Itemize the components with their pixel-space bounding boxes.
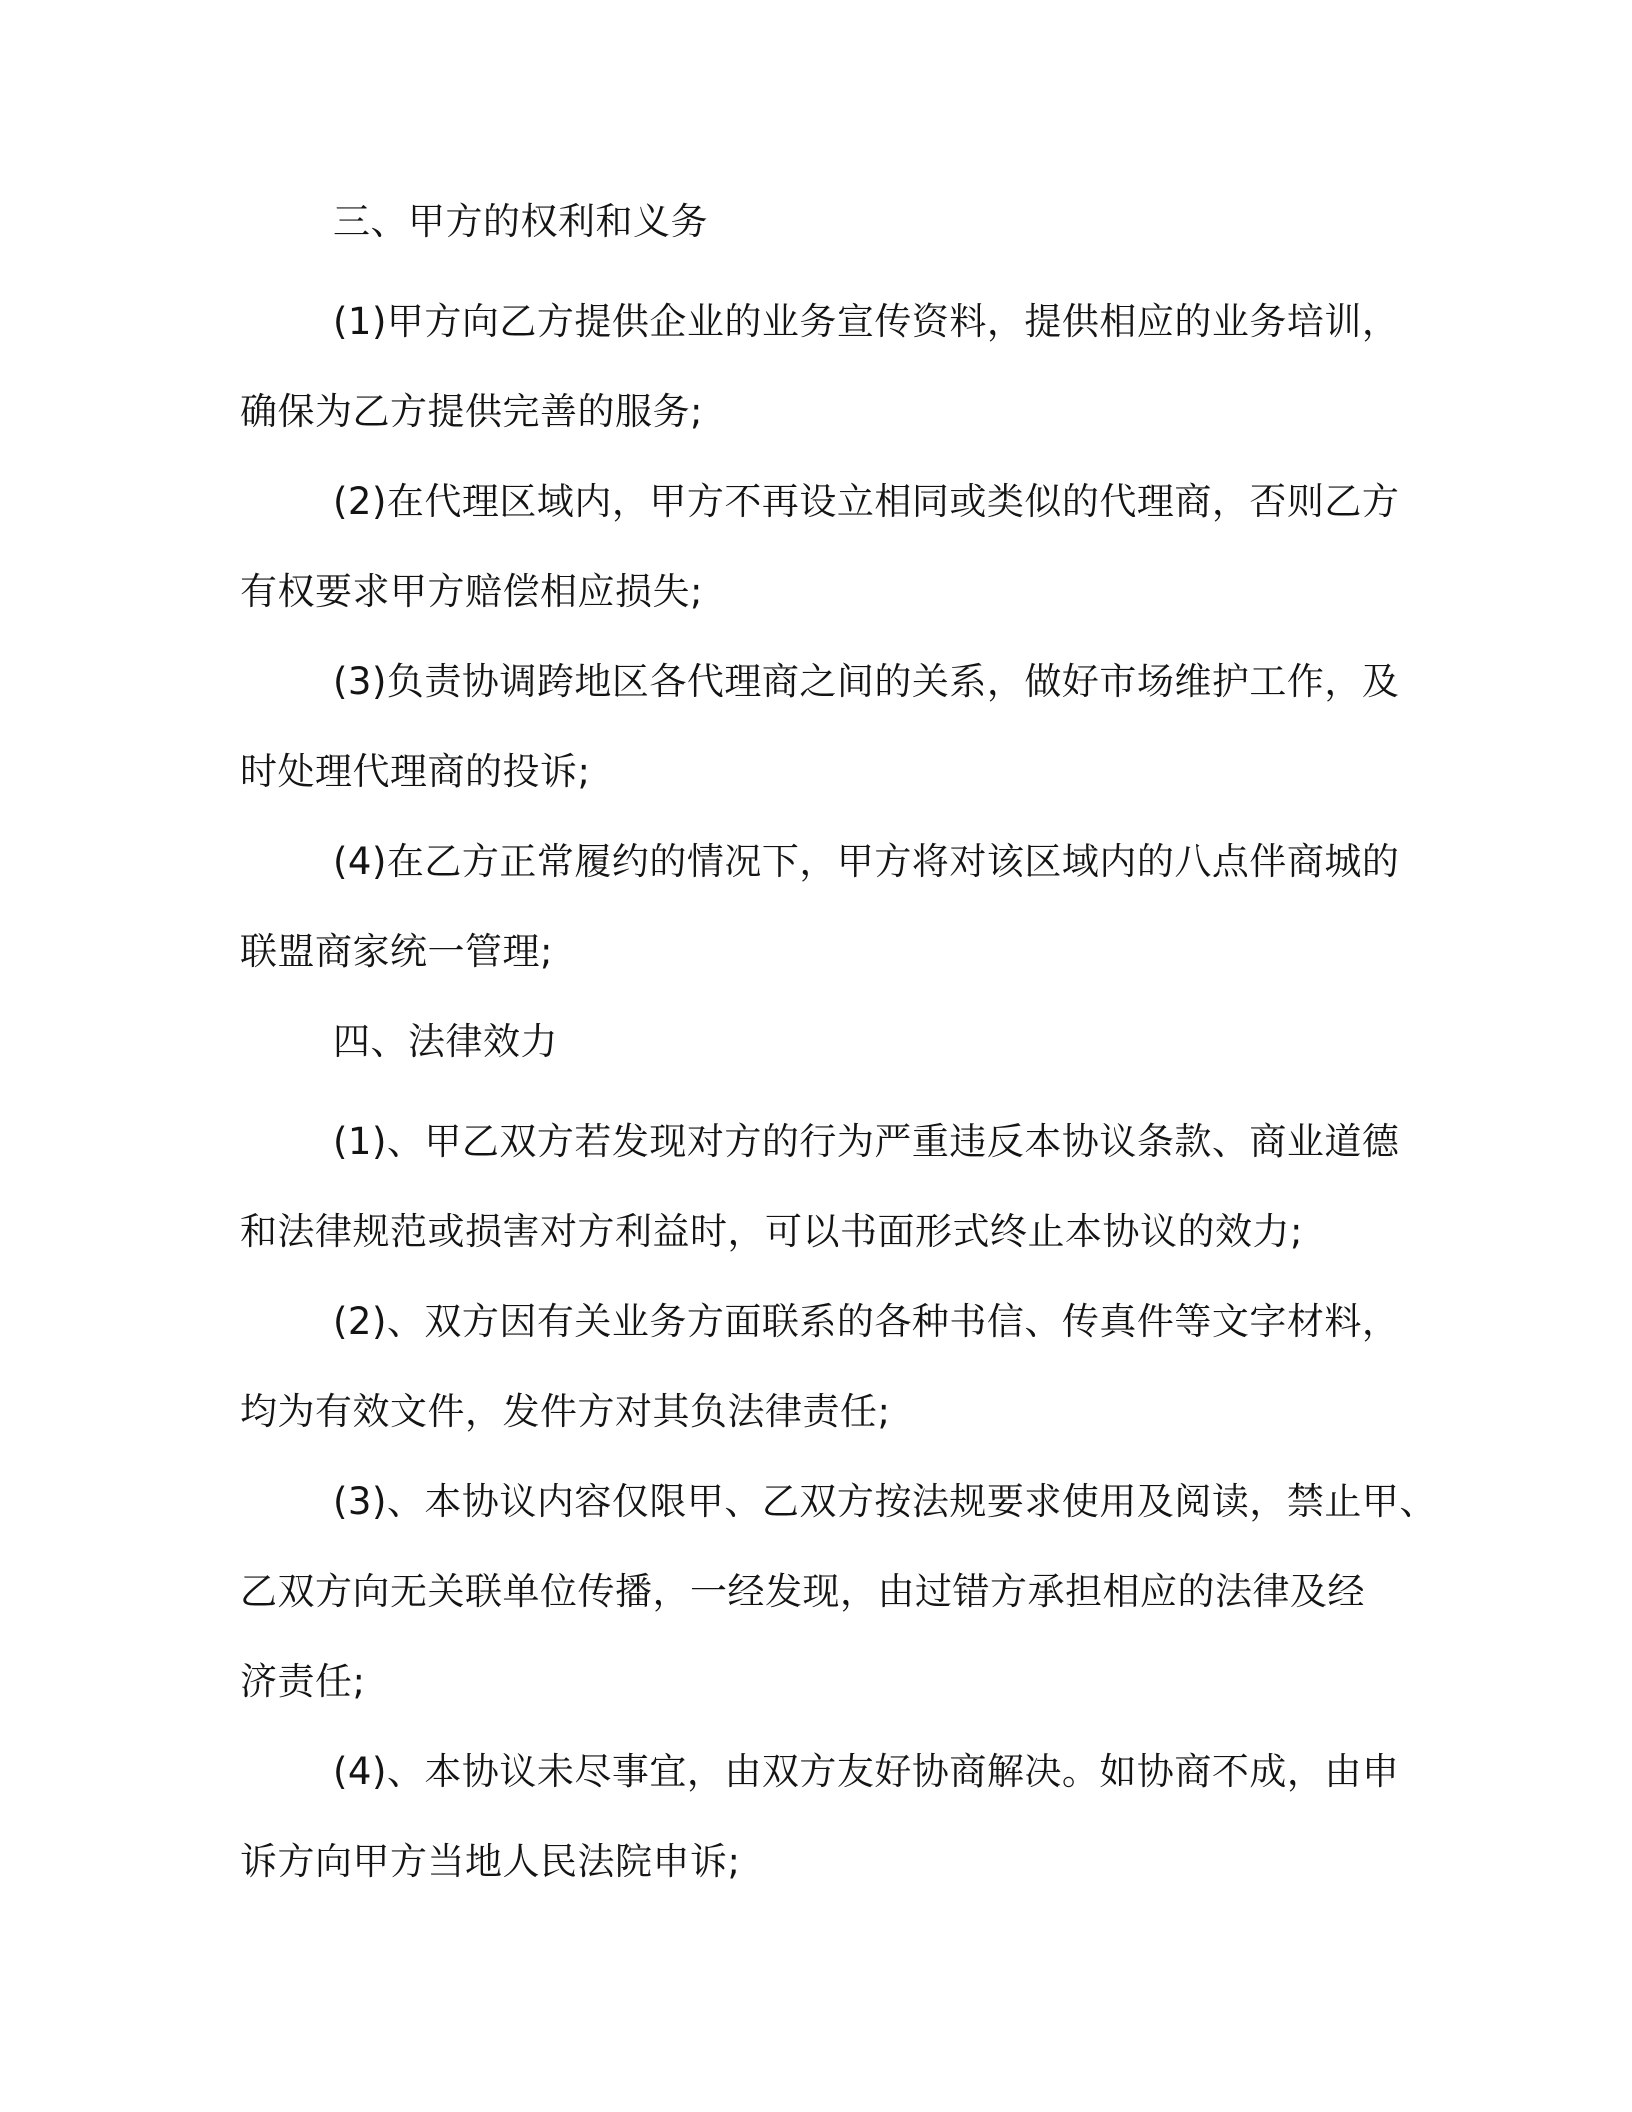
clause-4-4	[240, 1746, 1420, 1888]
clause-line: (3)负责协调跨地区各代理商之间的关系，做好市场维护工作，及	[333, 660, 1400, 703]
clause-line: (2)在代理区域内，甲方不再设立相同或类似的代理商，否则乙方	[333, 480, 1400, 523]
clause-line: 乙双方向无关联单位传播，一经发现，由过错方承担相应的法律及经	[240, 1570, 1365, 1613]
clause-line: 诉方向甲方当地人民法院申诉;	[240, 1840, 741, 1883]
clause-line: 均为有效文件，发件方对其负法律责任;	[240, 1390, 891, 1433]
heading-text: 三、甲方的权利和义务	[333, 200, 708, 243]
clause-3-1	[240, 296, 1420, 438]
clause-3-2	[240, 476, 1420, 618]
clause-line: (1)、甲乙双方若发现对方的行为严重违反本协议条款、商业道德	[333, 1120, 1400, 1163]
clause-line: (4)、本协议未尽事宜，由双方友好协商解决。如协商不成，由申	[333, 1750, 1400, 1793]
clause-4-1	[240, 1116, 1420, 1258]
clause-line: (4)在乙方正常履约的情况下，甲方将对该区域内的八点伴商城的	[333, 840, 1400, 883]
clause-line: 时处理代理商的投诉;	[240, 750, 591, 793]
clause-3-3	[240, 656, 1420, 798]
clause-line: 确保为乙方提供完善的服务;	[240, 390, 703, 433]
clause-line: 有权要求甲方赔偿相应损失;	[240, 570, 703, 613]
clause-line: (1)甲方向乙方提供企业的业务宣传资料，提供相应的业务培训，	[333, 300, 1400, 343]
clause-4-2	[240, 1296, 1420, 1438]
clause-line: 济责任;	[240, 1660, 366, 1703]
clause-line: 和法律规范或损害对方利益时，可以书面形式终止本协议的效力;	[240, 1210, 1303, 1253]
section-heading-4	[240, 1016, 1420, 1068]
section-heading-3	[240, 196, 1420, 248]
clause-3-4	[240, 836, 1420, 978]
clause-line: (3)、本协议内容仅限甲、乙双方按法规要求使用及阅读，禁止甲、	[333, 1480, 1437, 1523]
clause-line: 联盟商家统一管理;	[240, 930, 553, 973]
clause-line: (2)、双方因有关业务方面联系的各种书信、传真件等文字材料，	[333, 1300, 1400, 1343]
heading-text: 四、法律效力	[333, 1020, 558, 1063]
clause-4-3	[240, 1476, 1437, 1708]
